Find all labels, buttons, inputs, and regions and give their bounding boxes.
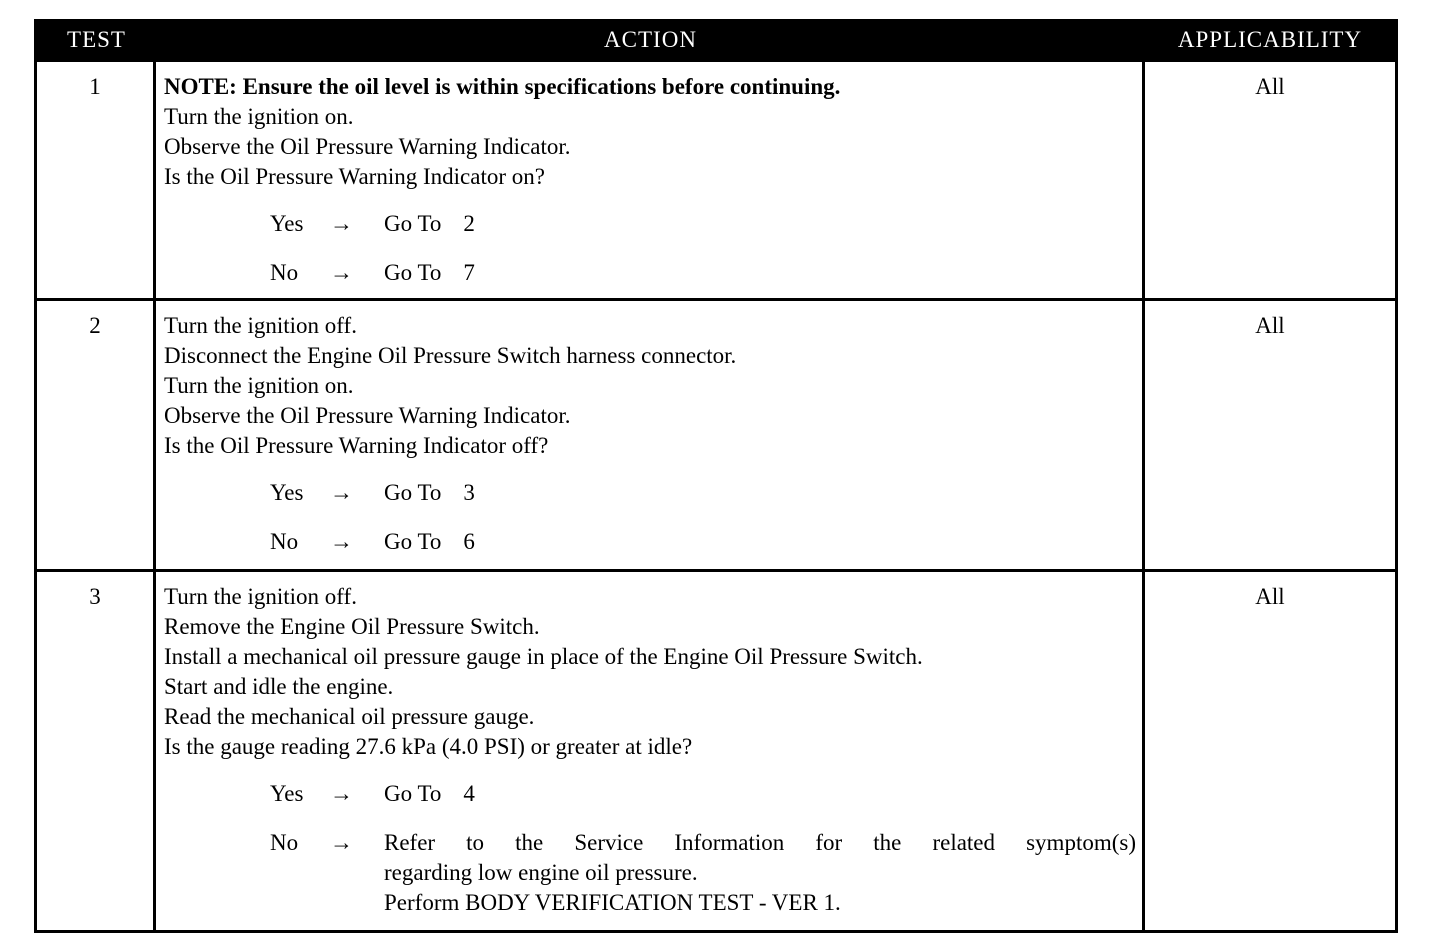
answer-label: No	[270, 529, 299, 554]
table-row	[37, 298, 1395, 569]
branches	[164, 779, 1136, 918]
action-cell	[156, 301, 1145, 569]
goto-label: Go To	[384, 781, 442, 806]
arrow-right-icon: →	[330, 830, 353, 855]
test-number: 2	[37, 301, 156, 569]
yes-branch	[270, 478, 1136, 508]
applicability-cell: All	[1255, 74, 1285, 99]
action-line: Is the gauge reading 27.6 kPa (4.0 PSI) or greater at idle?	[164, 734, 693, 759]
table-header	[37, 19, 1395, 60]
goto-target	[384, 779, 475, 809]
action-cell	[156, 572, 1145, 930]
action-line: Start and idle the engine.	[164, 674, 394, 699]
test-number: 3	[37, 572, 156, 930]
header-action: ACTION	[604, 26, 697, 52]
yes-branch	[270, 779, 1136, 809]
answer-label: Yes	[270, 480, 304, 505]
goto-number: 2	[463, 211, 475, 236]
no-branch-instructions	[384, 828, 1136, 918]
arrow-right-icon: →	[330, 260, 353, 285]
goto-target	[384, 527, 475, 557]
applicability-cell: All	[1255, 584, 1285, 609]
no-branch	[270, 258, 1136, 288]
table-row	[37, 569, 1395, 930]
goto-number: 3	[463, 480, 475, 505]
goto-label: Go To	[384, 529, 442, 554]
arrow-right-icon: →	[330, 480, 353, 505]
goto-target	[384, 478, 475, 508]
action-line: Observe the Oil Pressure Warning Indicator.	[164, 134, 571, 159]
goto-number: 7	[463, 260, 475, 285]
action-line: Turn the ignition on.	[164, 104, 354, 129]
answer-label: No	[270, 260, 299, 285]
action-line: Install a mechanical oil pressure gauge in place of the Engine Oil Pressure Switch.	[164, 644, 923, 669]
action-line: Disconnect the Engine Oil Pressure Switch harness connector.	[164, 343, 737, 368]
answer-label: No	[270, 830, 299, 855]
instruction-line: Refer to the Service Information for the related symptom(s)	[384, 830, 1136, 855]
applicability-cell: All	[1255, 313, 1285, 338]
action-line: Read the mechanical oil pressure gauge.	[164, 704, 535, 729]
action-line: Turn the ignition off.	[164, 584, 357, 609]
action-line: Turn the ignition off.	[164, 313, 357, 338]
yes-branch	[270, 209, 1136, 239]
goto-target	[384, 258, 475, 288]
diagnostic-test-table	[34, 19, 1398, 933]
branches	[164, 209, 1136, 288]
answer-label: Yes	[270, 781, 304, 806]
header-applicability: APPLICABILITY	[1177, 26, 1363, 52]
action-cell	[156, 62, 1145, 298]
action-line: Remove the Engine Oil Pressure Switch.	[164, 614, 540, 639]
goto-number: 4	[463, 781, 475, 806]
goto-label: Go To	[384, 211, 442, 236]
answer-label: Yes	[270, 211, 304, 236]
action-line: Is the Oil Pressure Warning Indicator off?	[164, 433, 549, 458]
instruction-line: Perform BODY VERIFICATION TEST - VER 1.	[384, 890, 841, 915]
no-branch	[270, 527, 1136, 557]
no-branch	[270, 828, 1136, 918]
instruction-line: regarding low engine oil pressure.	[384, 860, 698, 885]
goto-label: Go To	[384, 480, 442, 505]
arrow-right-icon: →	[330, 529, 353, 554]
arrow-right-icon: →	[330, 211, 353, 236]
goto-label: Go To	[384, 260, 442, 285]
header-test: TEST	[67, 26, 126, 52]
test-number: 1	[37, 62, 156, 298]
action-line: Observe the Oil Pressure Warning Indicator.	[164, 403, 571, 428]
goto-target	[384, 209, 475, 239]
action-line: Is the Oil Pressure Warning Indicator on?	[164, 164, 545, 189]
arrow-right-icon: →	[330, 781, 353, 806]
goto-number: 6	[463, 529, 475, 554]
branches	[164, 478, 1136, 557]
note-text: NOTE: Ensure the oil level is within specifications before continuing.	[164, 74, 841, 99]
action-line: Turn the ignition on.	[164, 373, 354, 398]
table-row	[37, 60, 1395, 298]
